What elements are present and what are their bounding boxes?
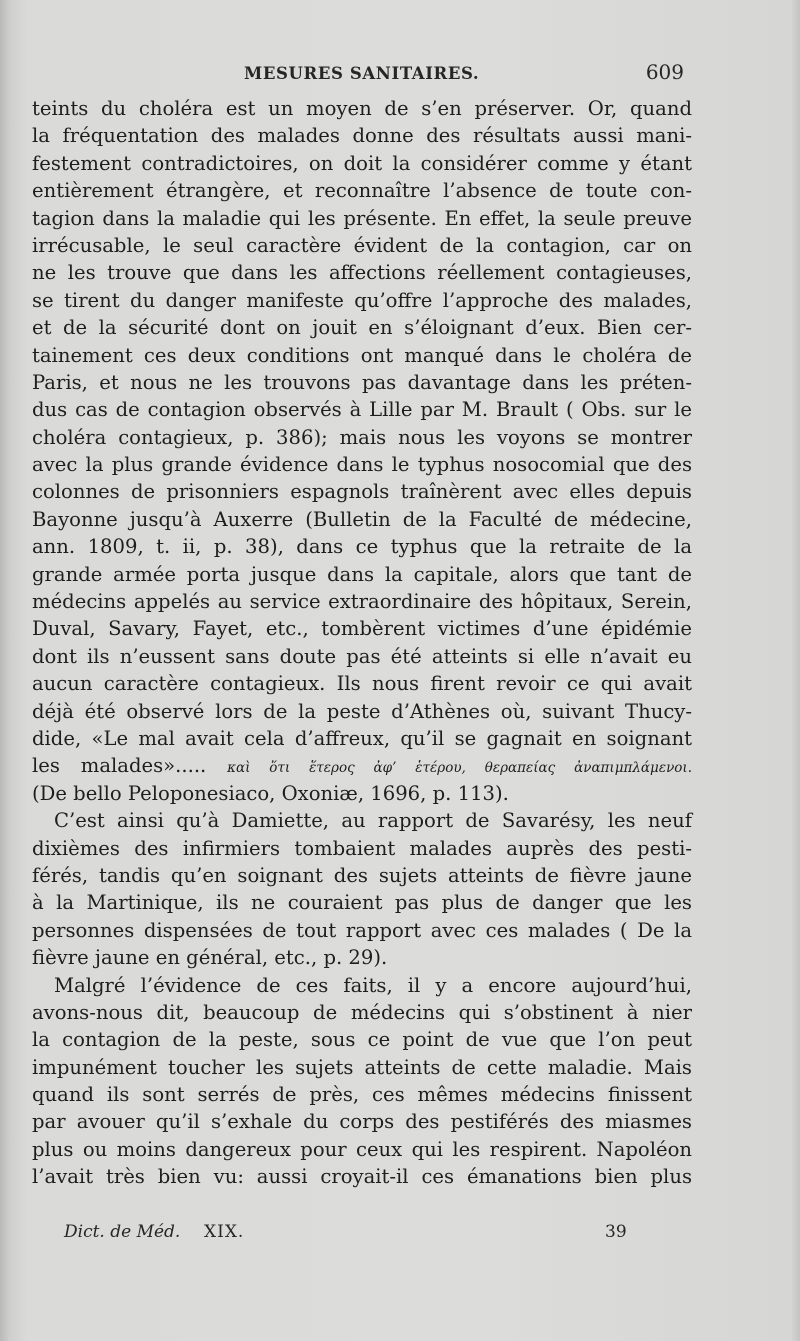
- text-line: l’avait très bien vu: aussi croyait-il ces émanations bien plus: [32, 1165, 692, 1189]
- text-line: la fréquentation des malades donne des résultats aussi mani-: [32, 124, 692, 148]
- text-line: médecins appelés au service extraordinaire des hôpitaux, Serein,: [32, 590, 692, 614]
- signature-mark: Dict. de Méd.: [64, 1222, 181, 1242]
- page-footer: [32, 1222, 692, 1248]
- text-line: grande armée porta jusque dans la capitale, alors que tant de: [32, 562, 692, 586]
- text-line: à la Martinique, ils ne couraient pas plus de danger que les: [32, 891, 692, 915]
- text-line: avec la plus grande évidence dans le typhus nosocomial que des: [32, 453, 692, 477]
- text-line: choléra contagieux, p. 386); mais nous les voyons se montrer: [32, 425, 692, 449]
- text-line: Duval, Savary, Fayet, etc., tombèrent victimes d’une épidémie: [32, 617, 692, 641]
- text-line: déjà été observé lors de la peste d’Athènes où, suivant Thucy-: [32, 699, 692, 723]
- text-line: ann. 1809, t. ii, p. 38), dans ce typhus que la retraite de la: [32, 535, 692, 559]
- text-line: tagion dans la maladie qui les présente. En effet, la seule preuve: [32, 206, 692, 230]
- text-line: aucun caractère contagieux. Ils nous firent revoir ce qui avait: [32, 672, 692, 696]
- sheet-number: 39: [605, 1222, 627, 1242]
- body-text: [32, 95, 692, 1191]
- page-number: 609: [645, 60, 684, 84]
- text-line: plus ou moins dangereux pour ceux qui les respirent. Napoléon: [32, 1137, 692, 1161]
- quote-lead: les malades».....: [32, 754, 207, 778]
- text-line: festement contradictoires, on doit la considérer comme y étant: [32, 151, 692, 175]
- paragraph-2: [32, 807, 692, 971]
- text-line: avons-nous dit, beaucoup de médecins qui s’obstinent à nier: [32, 1000, 692, 1024]
- text-line: dont ils n’eussent sans doute pas été atteints si elle n’avait eu: [32, 644, 692, 668]
- text-line: quand ils sont serrés de près, ces mêmes médecins finissent: [32, 1083, 692, 1107]
- text-line: colonnes de prisonniers espagnols traînèrent avec elles depuis: [32, 480, 692, 504]
- text-line: dus cas de contagion observés à Lille par M. Brault ( Obs. sur le: [32, 398, 692, 422]
- text-line: dixièmes des infirmiers tombaient malades auprès des pesti-: [32, 836, 692, 860]
- page-header: [32, 60, 692, 88]
- text-line: ne les trouve que dans les affections réellement contagieuses,: [32, 261, 692, 285]
- text-line: dide, «Le mal avait cela d’affreux, qu’il se gagnait en soignant: [32, 726, 692, 750]
- text-line: teints du choléra est un moyen de s’en préserver. Or, quand: [32, 97, 692, 120]
- text-line: personnes dispensées de tout rapport avec ces malades ( De la: [32, 918, 692, 942]
- text-line: (De bello Peloponesiaco, Oxoniæ, 1696, p. 113).: [32, 781, 509, 805]
- text-line: C’est ainsi qu’à Damiette, au rapport de Savarésy, les neuf: [54, 809, 692, 833]
- text-line: se tirent du danger manifeste qu’offre l’approche des malades,: [32, 288, 692, 312]
- text-line: irrécusable, le seul caractère évident de la contagion, car on: [32, 233, 692, 257]
- paragraph-1: [32, 95, 692, 807]
- greek-quotation: καὶ ὅτι ἕτερος ἀφ’ ἑτέρου, θεραπείας ἀναπιμπλάμενοι.: [227, 760, 692, 777]
- running-title: MESURES SANITAIRES.: [244, 64, 480, 83]
- text-line: entièrement étrangère, et reconnaître l’absence de toute con-: [32, 179, 692, 203]
- greek-quote-line: [32, 752, 692, 779]
- text-line: Paris, et nous ne les trouvons pas davantage dans les préten-: [32, 370, 692, 394]
- text-line: Bayonne jusqu’à Auxerre (Bulletin de la Faculté de médecine,: [32, 507, 692, 531]
- text-line: Malgré l’évidence de ces faits, il y a encore aujourd’hui,: [54, 973, 692, 997]
- text-line: fièvre jaune en général, etc., p. 29).: [32, 946, 388, 970]
- text-line: et de la sécurité dont on jouit en s’éloignant d’eux. Bien cer-: [32, 316, 692, 340]
- text-line: par avouer qu’il s’exhale du corps des pestiférés des miasmes: [32, 1110, 692, 1134]
- volume-mark: XIX.: [204, 1222, 245, 1242]
- paragraph-3: [32, 972, 692, 1191]
- text-line: impunément toucher les sujets atteints de cette maladie. Mais: [32, 1055, 692, 1079]
- text-line: tainement ces deux conditions ont manqué dans le choléra de: [32, 343, 692, 367]
- text-line: la contagion de la peste, sous ce point de vue que l’on peut: [32, 1028, 692, 1052]
- text-line: férés, tandis qu’en soignant des sujets atteints de fièvre jaune: [32, 863, 692, 887]
